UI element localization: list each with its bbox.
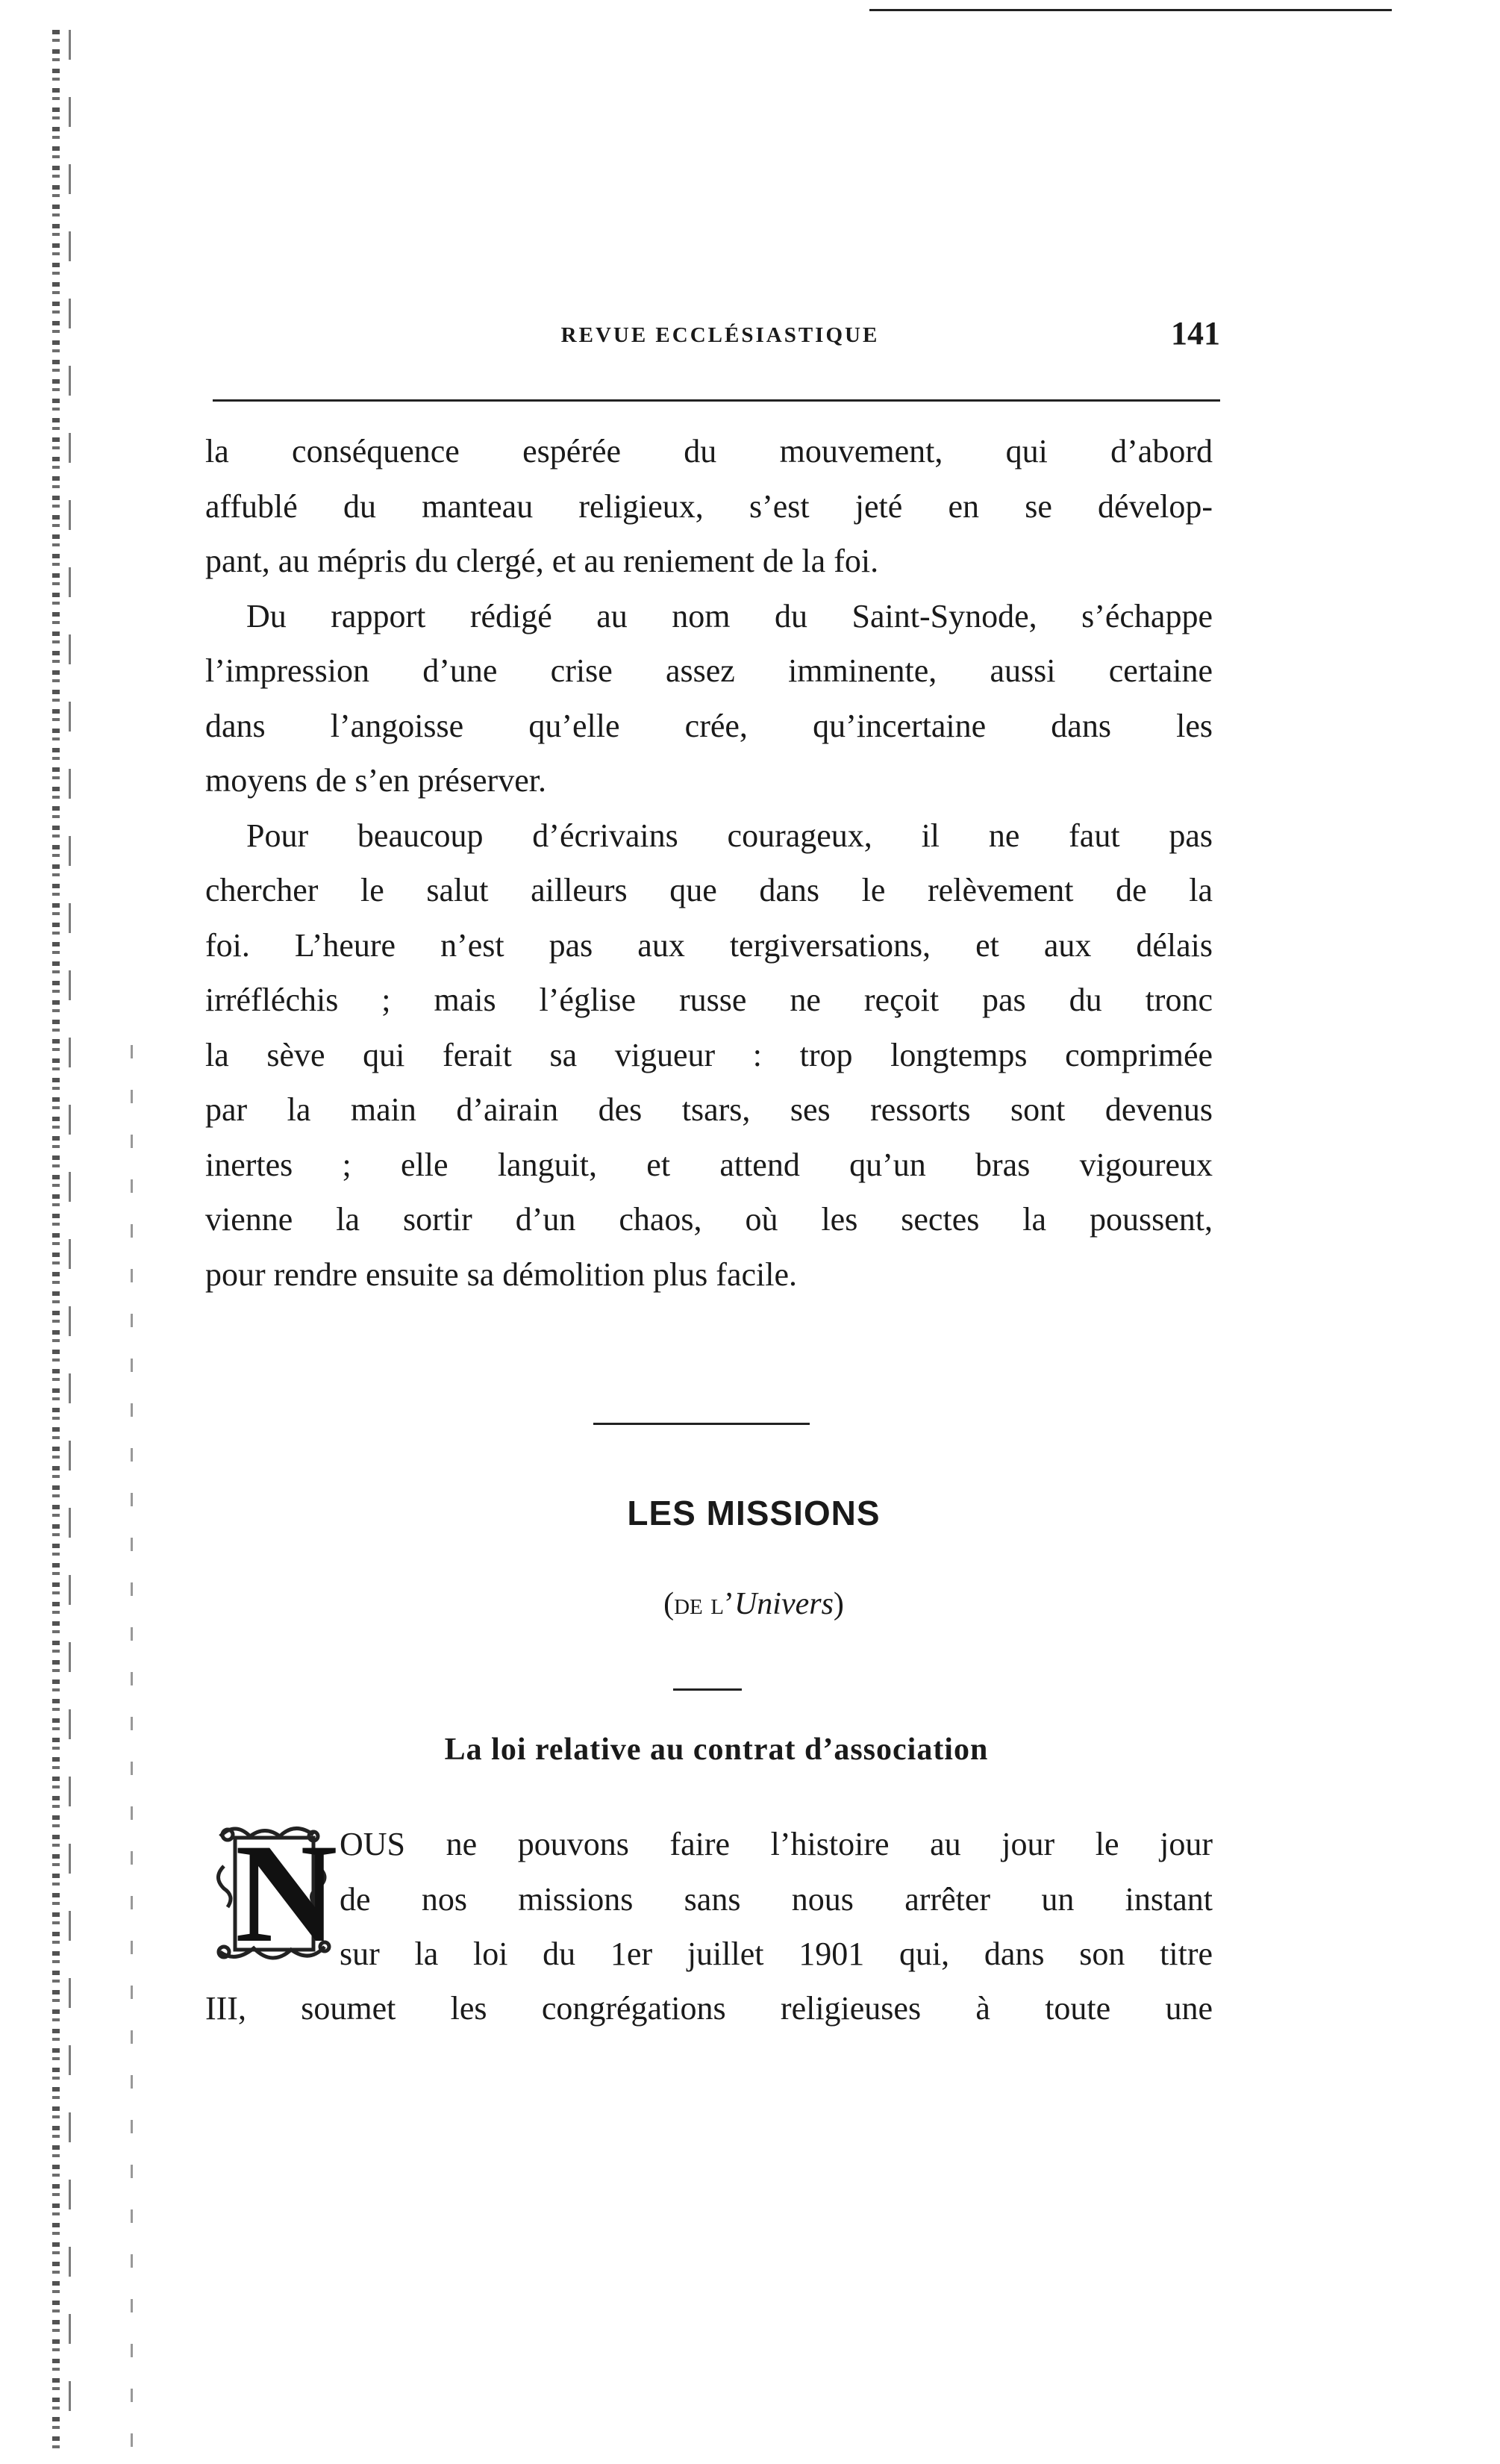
text-line: Du rapport rédigé au nom du Saint-Synode, s’échappe [246, 597, 1213, 634]
source-prefix: (de l’ [663, 1587, 734, 1621]
article-title: La loi relative au contrat d’association [444, 1732, 989, 1767]
text-line: pour rendre ensuite sa démolition plus facile. [205, 1256, 797, 1293]
source-suffix: ) [833, 1587, 844, 1621]
page-gutter-mark [131, 1045, 133, 2448]
page-spine-shadow [52, 30, 60, 2448]
page-number: 141 [1171, 315, 1220, 352]
text-line: chercher le salut ailleurs que dans le relèvement de la [205, 872, 1213, 908]
body-text-top [205, 424, 1213, 1302]
section-separator [593, 1423, 810, 1425]
article-text-indented [340, 1817, 1213, 1982]
ornamental-drop-cap [213, 1815, 338, 1972]
section-title: LES MISSIONS [627, 1494, 881, 1532]
drop-cap-letter: N [235, 1815, 338, 1972]
text-line: l’impression d’une crise assez imminente, aussi certaine [205, 652, 1213, 689]
text-line: III, soumet les congrégations religieuses à toute une [205, 1990, 1213, 2027]
section-source [418, 1586, 1090, 1622]
text-line: Pour beaucoup d’écrivains courageux, il ne faut pas [246, 817, 1213, 854]
page-header [205, 317, 1220, 362]
text-line: inertes ; elle languit, et attend qu’un bras vigoureux [205, 1146, 1213, 1183]
text-line: la conséquence espérée du mouvement, qui d’abord [205, 433, 1213, 470]
text-line: irréfléchis ; mais l’église russe ne reçoit pas du tronc [205, 982, 1213, 1018]
text-line: vienne la sortir d’un chaos, où les sectes la poussent, [205, 1201, 1213, 1238]
text-line: de nos missions sans nous arrêter un instant [340, 1880, 1213, 1918]
text-line: dans l’angoisse qu’elle crée, qu’incertaine dans les [205, 707, 1213, 744]
text-line: la sève qui ferait sa vigueur : trop longtemps comprimée [205, 1036, 1213, 1073]
text-line: pant, au mépris du clergé, et au reniement de la foi. [205, 543, 879, 579]
text-line: affublé du manteau religieux, s’est jeté en se dévelop- [205, 487, 1213, 525]
running-head: REVUE ECCLÉSIASTIQUE [560, 323, 880, 347]
text-line: foi. L’heure n’est pas aux tergiversations, et aux délais [205, 926, 1213, 964]
article-text-full [205, 1981, 1213, 2036]
text-line: par la main d’airain des tsars, ses ressorts sont devenus [205, 1091, 1213, 1128]
text-line: sur la loi du 1er juillet 1901 qui, dans son titre [340, 1936, 1213, 1972]
text-line: OUS ne pouvons faire l’histoire au jour le jour [340, 1826, 1213, 1862]
source-title: Univers [734, 1587, 834, 1621]
header-rule [213, 399, 1220, 402]
title-separator [673, 1688, 742, 1691]
text-line: moyens de s’en préserver. [205, 762, 546, 799]
page-spine-edge [69, 30, 71, 2448]
top-border-rule [869, 9, 1392, 11]
